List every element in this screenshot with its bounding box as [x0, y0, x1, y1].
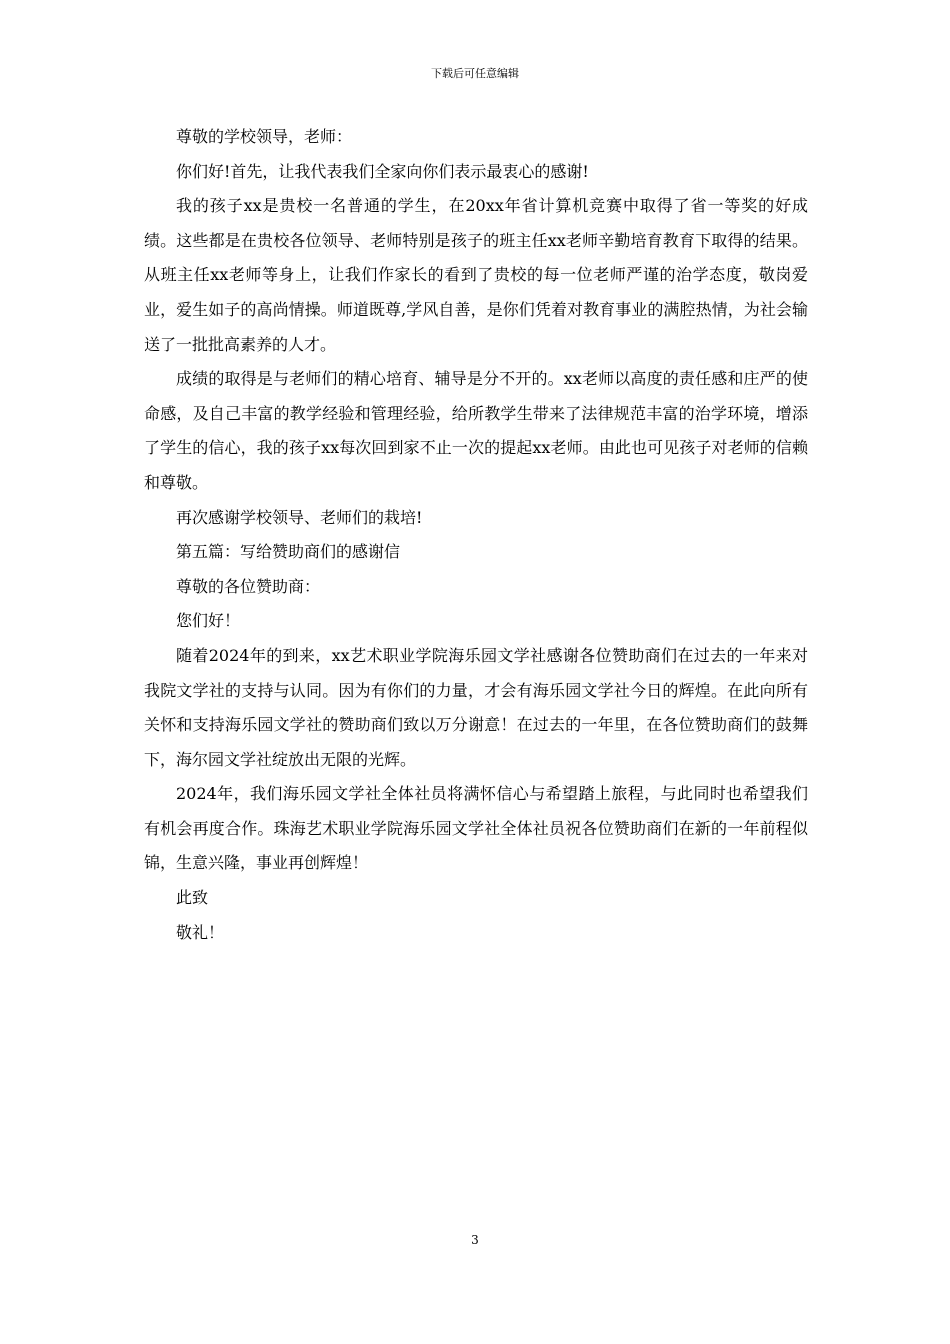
- section-title: 第五篇：写给赞助商们的感谢信: [176, 542, 401, 562]
- salutation: 尊敬的各位赞助商：: [176, 576, 321, 596]
- greeting: 你们好!首先，让我代表我们全家向你们表示最衷心的感谢!: [176, 161, 589, 181]
- closing-thanks: 再次感谢学校领导、老师们的栽培!: [176, 507, 423, 527]
- closing-line: 此致: [176, 888, 209, 908]
- body-paragraph: 随着2024年的到来，xx艺术职业学院海乐园文学社感谢各位赞助商们在过去的一年来对我院文学社的支持与认同。因为有你们的力量，才会有海乐园文学社今日的辉煌。在此向所有关怀和支持海乐园文学社的赞助商们致以万分谢意！在过去的一年里，在各位赞助商们的鼓舞下，海尔园文学社绽放出无限的光辉。: [144, 645, 808, 769]
- body-paragraph: 成绩的取得是与老师们的精心培育、辅导是分不开的。xx老师以高度的责任感和庄严的使命感，及自己丰富的教学经验和管理经验，给所教学生带来了法律规范丰富的治学环境，增添了学生的信心，我的孩子xx每次回到家不止一次的提起xx老师。由此也可见孩子对老师的信赖和尊敬。: [144, 369, 808, 492]
- closing-regards: 敬礼！: [176, 922, 225, 942]
- document-body: [144, 120, 808, 950]
- page-header: 下载后可任意编辑: [431, 67, 519, 80]
- body-paragraph: 2024年，我们海乐园文学社全体社员将满怀信心与希望踏上旅程，与此同时也希望我们有机会再度合作。珠海艺术职业学院海乐园文学社全体社员祝各位赞助商们在新的一年前程似锦，生意兴隆，事业再创辉煌！: [144, 784, 808, 873]
- greeting: 您们好！: [176, 611, 241, 631]
- body-paragraph: 我的孩子xx是贵校一名普通的学生，在20xx年省计算机竞赛中取得了省一等奖的好成绩。这些都是在贵校各位领导、老师特别是孩子的班主任xx老师辛勤培育教育下取得的结果。从班主任xx老师等身上，让我们作家长的看到了贵校的每一位老师严谨的治学态度，敬岗爱业，爱生如子的高尚情操。师道既尊,学风自善，是你们凭着对教育事业的满腔热情，为社会输送了一批批高素养的人才。: [144, 196, 808, 354]
- salutation: 尊敬的学校领导，老师：: [176, 127, 353, 146]
- page-number: 3: [471, 1233, 479, 1247]
